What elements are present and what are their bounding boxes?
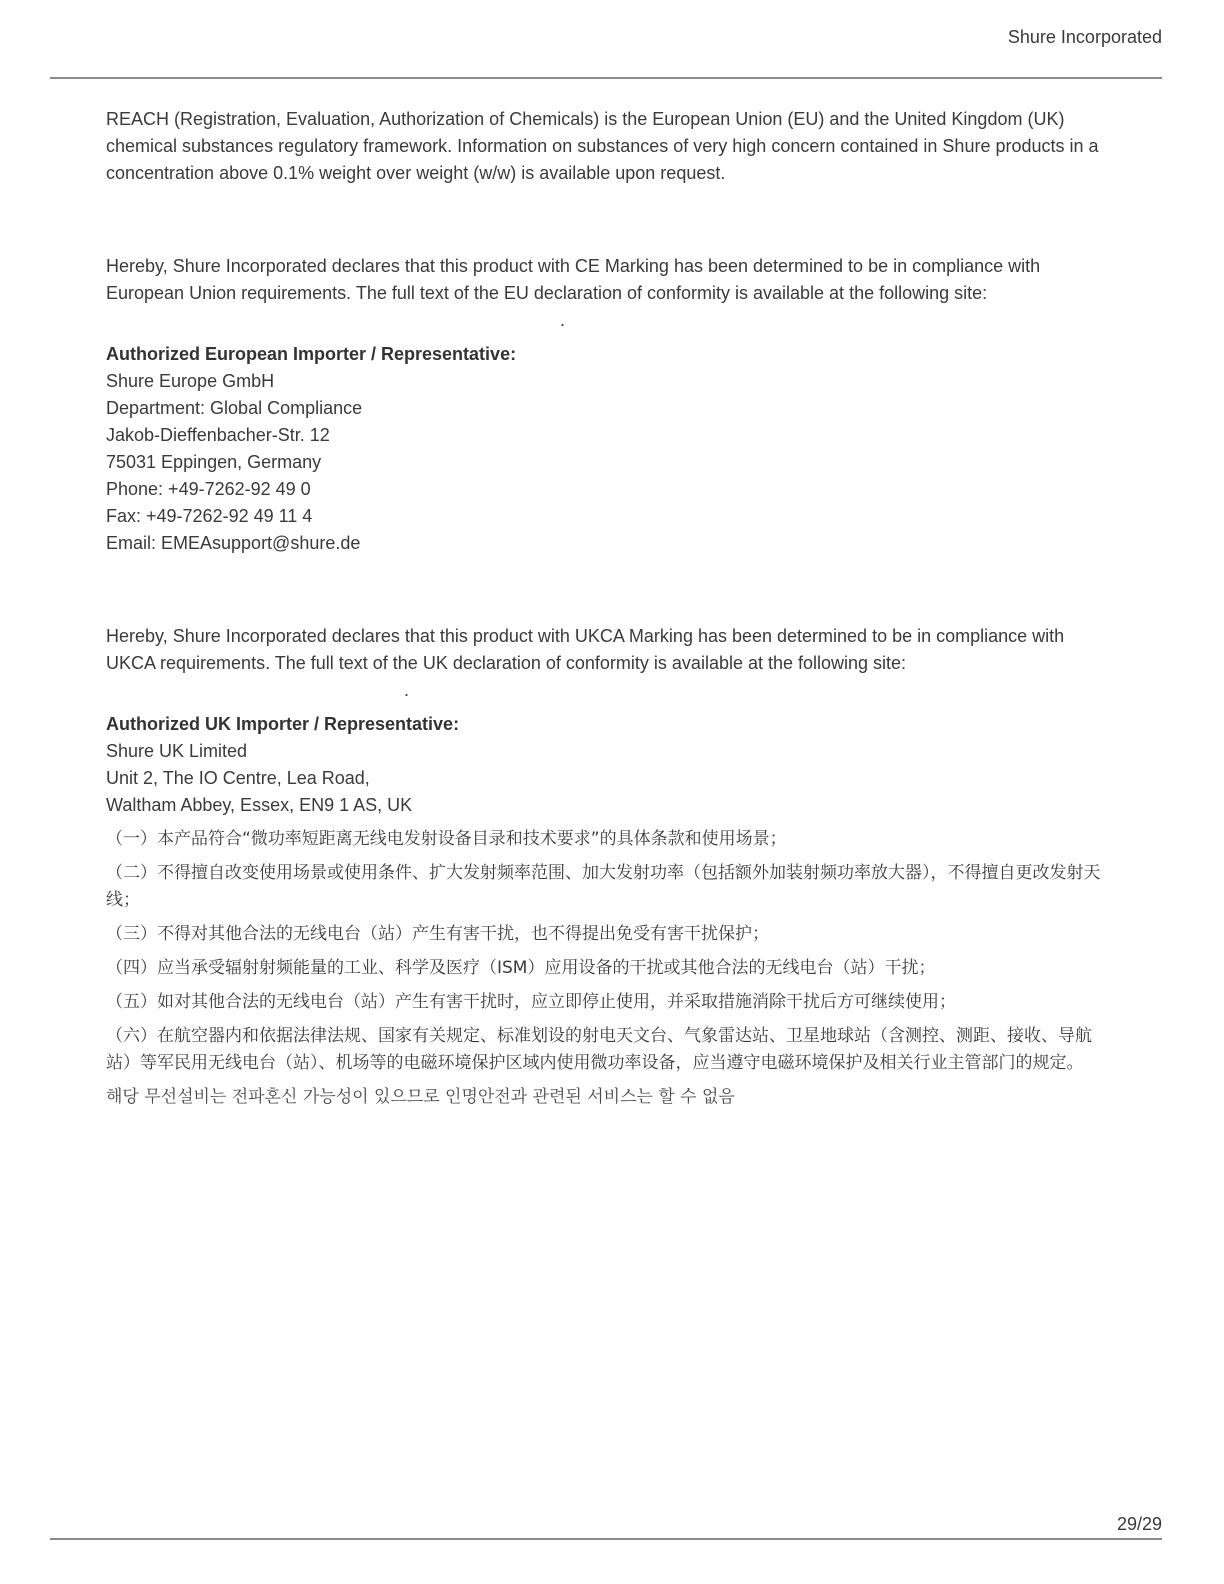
cn-note-2: （二）不得擅自改变使用场景或使用条件、扩大发射频率范围、加大发射功率（包括额外加装射频功率放大器），不得擅自更改发射天线；: [106, 863, 1101, 910]
eu-importer-street: Jakob-Dieffenbacher-Str. 12: [106, 425, 330, 445]
page-footer: [50, 1510, 1162, 1540]
uk-importer-block: [106, 711, 1106, 819]
cn-note-6: （六）在航空器内和依据法律法规、国家有关规定、标准划设的射电天文台、气象雷达站、卫星地球站（含测控、测距、接收、导航站）等军民用无线电台（站）、机场等的电磁环境保护区域内使用微功率设备，应当遵守电磁环境保护及相关行业主管部门的规定。: [106, 1026, 1092, 1073]
uk-importer-street: Unit 2, The IO Centre, Lea Road,: [106, 768, 370, 788]
eu-importer-city: 75031 Eppingen, Germany: [106, 452, 322, 472]
page-number: 29/29: [1116, 1514, 1162, 1534]
ce-trailing-dot: .: [560, 310, 566, 330]
eu-importer-fax: Fax: +49-7262-92 49 11 4: [106, 506, 313, 526]
header-company-name: Shure Incorporated: [1007, 27, 1162, 47]
uk-importer-company: Shure UK Limited: [106, 741, 248, 761]
page-header: [50, 0, 1162, 79]
ce-declaration-paragraph: Hereby, Shure Incorporated declares that this product with CE Marking has been determined to be in compliance with European Union requirements. The full text of the EU declaration of conformity is available at the following site:: [106, 256, 1041, 303]
ukca-trailing-dot: .: [404, 680, 410, 700]
eu-importer-email: Email: EMEAsupport@shure.de: [106, 533, 361, 553]
document-body: [106, 106, 1106, 1111]
uk-importer-city: Waltham Abbey, Essex, EN9 1 AS, UK: [106, 795, 413, 815]
cn-note-1: （一）本产品符合“微功率短距离无线电发射设备目录和技术要求”的具体条款和使用场景；: [106, 829, 787, 849]
korean-regulatory-note: 해당 무선설비는 전파혼신 가능성이 있으므로 인명안전과 관련된 서비스는 할 수 없음: [106, 1087, 735, 1107]
ce-link-placeholder: [106, 307, 1106, 341]
eu-importer-company: Shure Europe GmbH: [106, 371, 275, 391]
eu-importer-phone: Phone: +49-7262-92 49 0: [106, 479, 311, 499]
eu-importer-department: Department: Global Compliance: [106, 398, 363, 418]
ukca-link-placeholder: [106, 677, 1106, 711]
cn-note-5: （五）如对其他合法的无线电台（站）产生有害干扰时，应立即停止使用，并采取措施消除干扰后方可继续使用；: [106, 992, 956, 1012]
uk-importer-heading: Authorized UK Importer / Representative:: [106, 714, 460, 734]
eu-importer-block: [106, 341, 1106, 557]
ukca-declaration-paragraph: Hereby, Shure Incorporated declares that this product with UKCA Marking has been determined to be in compliance with UKCA requirements. The full text of the UK declaration of conformity is available at the following site:: [106, 626, 1065, 673]
eu-importer-heading: Authorized European Importer / Representative:: [106, 344, 517, 364]
cn-note-4: （四）应当承受辐射射频能量的工业、科学及医疗（ISM）应用设备的干扰或其他合法的无线电台（站）干扰；: [106, 958, 936, 978]
reach-paragraph: REACH (Registration, Evaluation, Authorization of Chemicals) is the European Union (EU) and the United Kingdom (UK) chemical substances regulatory framework. Information on substances of very high concern contained in Shure products in a concentration above 0.1% weight over weight (w/w) is available upon request.: [106, 109, 1099, 183]
cn-note-3: （三）不得对其他合法的无线电台（站）产生有害干扰，也不得提出免受有害干扰保护；: [106, 924, 769, 944]
chinese-regulatory-notes: [106, 826, 1106, 1077]
